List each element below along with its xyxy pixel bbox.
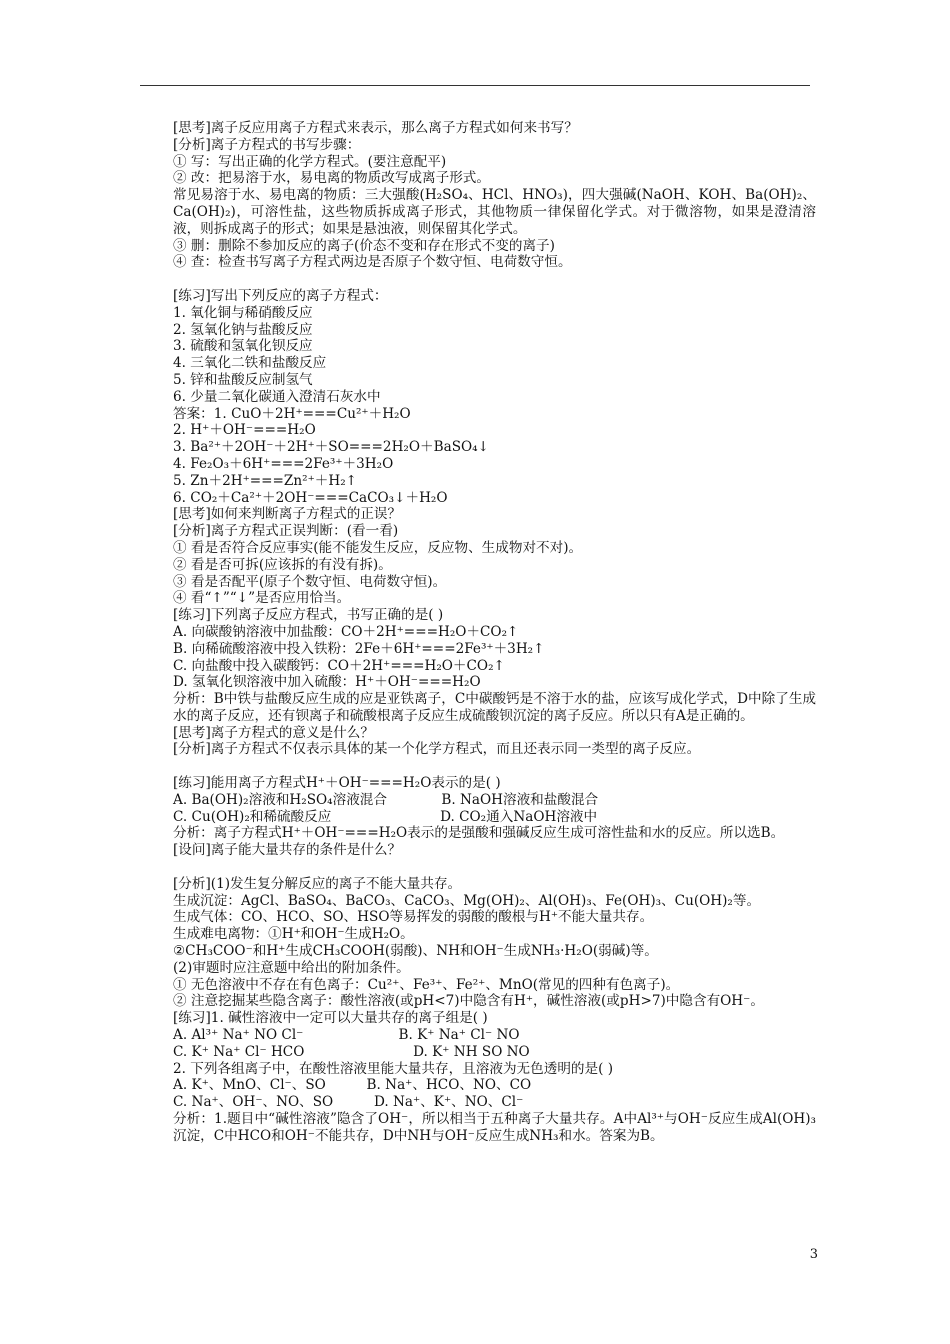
text-line: ② 改：把易溶于水，易电离的物质改写成离子形式。 bbox=[173, 170, 490, 187]
text-line: [设问]离子能大量共存的条件是什么？ bbox=[173, 842, 402, 859]
text-line: C. 向盐酸中投入碳酸钙：CO＋2H⁺===H₂O＋CO₂↑ bbox=[173, 657, 505, 674]
text-line: [练习]1. 碱性溶液中一定可以大量共存的离子组是( ) bbox=[173, 1010, 488, 1027]
text-line: C. K⁺ Na⁺ Cl⁻ HCO D. K⁺ NH SO NO bbox=[173, 1043, 530, 1060]
text-line: 2. 下列各组离子中，在酸性溶液里能大量共存，且溶液为无色透明的是( ) bbox=[173, 1060, 614, 1077]
text-line: 4. 三氧化二铁和盐酸反应 bbox=[173, 355, 327, 372]
text-line: ③ 删：删除不参加反应的离子(价态不变和存在形式不变的离子) bbox=[173, 237, 555, 254]
text-line: 分析：B中铁与盐酸反应生成的应是亚铁离子，C中碳酸钙是不溶于水的盐，应该写成化学式，D中除了生成水的离子反应，还有钡离子和硫酸根离子反应生成硫酸钡沉淀的离子反应。所以只有A是正确的。 bbox=[173, 691, 817, 724]
page-number: 3 bbox=[809, 1247, 818, 1262]
text-line: ③ 看是否配平(原子个数守恒、电荷数守恒)。 bbox=[173, 573, 447, 590]
text-line: [练习]写出下列反应的离子方程式： bbox=[173, 287, 388, 304]
text-line: C. Cu(OH)₂和稀硫酸反应 D. CO₂通入NaOH溶液中 bbox=[173, 808, 598, 825]
text-line: [练习]能用离子方程式H⁺＋OH⁻===H₂O表示的是( ) bbox=[173, 775, 501, 792]
text-line: 2. 氢氧化钠与盐酸反应 bbox=[173, 321, 313, 338]
text-line: 6. CO₂＋Ca²⁺＋2OH⁻===CaCO₃↓＋H₂O bbox=[173, 489, 448, 506]
text-line: [分析]离子方程式的书写步骤： bbox=[173, 136, 361, 153]
text-line: (2)审题时应注意题中给出的附加条件。 bbox=[173, 959, 410, 976]
text-line: 分析：离子方程式H⁺＋OH⁻===H₂O表示的是强酸和强碱反应生成可溶性盐和水的反应。所以选B。 bbox=[173, 825, 785, 842]
text-line: D. 氢氧化钡溶液中加入硫酸：H⁺＋OH⁻===H₂O bbox=[173, 674, 481, 691]
text-line: [思考]离子方程式的意义是什么？ bbox=[173, 724, 374, 741]
text-line: 答案：1. CuO＋2H⁺===Cu²⁺＋H₂O bbox=[173, 405, 411, 422]
text-line: 3. 硫酸和氢氧化钡反应 bbox=[173, 338, 313, 355]
text-line: 1. 氧化铜与稀硝酸反应 bbox=[173, 304, 313, 321]
text-line: A. Al³⁺ Na⁺ NO Cl⁻ B. K⁺ Na⁺ Cl⁻ NO bbox=[173, 1027, 520, 1044]
page-body bbox=[140, 120, 816, 1145]
text-line: ① 写：写出正确的化学方程式。(要注意配平) bbox=[173, 153, 447, 170]
text-line: [分析]离子方程式正误判断：(看一看) bbox=[173, 523, 399, 540]
text-line: C. Na⁺、OH⁻、NO、SO D. Na⁺、K⁺、NO、Cl⁻ bbox=[173, 1094, 524, 1111]
text-line: 6. 少量二氧化碳通入澄清石灰水中 bbox=[173, 388, 381, 405]
text-line: ② 看是否可拆(应该拆的有没有拆)。 bbox=[173, 556, 392, 573]
text-line: ④ 看“↑”“↓”是否应用恰当。 bbox=[173, 590, 351, 607]
text-line: B. 向稀硫酸溶液中投入铁粉：2Fe＋6H⁺===2Fe³⁺＋3H₂↑ bbox=[173, 640, 545, 657]
text-line: [练习]下列离子反应方程式，书写正确的是( ) bbox=[173, 607, 444, 624]
text-line: 2. H⁺＋OH⁻===H₂O bbox=[173, 422, 316, 439]
text-line: ④ 查：检查书写离子方程式两边是否原子个数守恒、电荷数守恒。 bbox=[173, 254, 572, 271]
text-line: [分析](1)发生复分解反应的离子不能大量共存。 bbox=[173, 875, 462, 892]
text-line: 5. Zn＋2H⁺===Zn²⁺＋H₂↑ bbox=[173, 472, 358, 489]
blank-line bbox=[140, 859, 816, 876]
text-line: A. 向碳酸钠溶液中加盐酸：CO＋2H⁺===H₂O＋CO₂↑ bbox=[173, 623, 519, 640]
text-line: ① 无色溶液中不存在有色离子：Cu²⁺、Fe³⁺、Fe²⁺、MnO(常见的四种有色离子)。 bbox=[173, 976, 680, 993]
text-line: 生成气体：CO、HCO、SO、HSO等易挥发的弱酸的酸根与H⁺不能大量共存。 bbox=[173, 909, 654, 926]
text-line: [思考]如何来判断离子方程式的正误？ bbox=[173, 506, 402, 523]
text-line: ②CH₃COO⁻和H⁺生成CH₃COOH(弱酸)、NH和OH⁻生成NH₃·H₂O(弱碱)等。 bbox=[173, 943, 658, 960]
text-line: ① 看是否符合反应事实(能不能发生反应，反应物、生成物对不对)。 bbox=[173, 539, 583, 556]
text-line: [分析]离子方程式不仅表示具体的某一个化学方程式，而且还表示同一类型的离子反应。 bbox=[173, 741, 701, 758]
text-line: 分析：1.题目中“碱性溶液”隐含了OH⁻，所以相当于五种离子大量共存。A中Al³⁺与OH⁻反应生成Al(OH)₃沉淀，C中HCO和OH⁻不能共存，D中NH与OH⁻反应生成NH₃和水。答案为B。 bbox=[173, 1111, 816, 1144]
text-line: A. K⁺、MnO、Cl⁻、SO B. Na⁺、HCO、NO、CO bbox=[173, 1077, 532, 1094]
blank-line bbox=[140, 758, 816, 775]
text-line: A. Ba(OH)₂溶液和H₂SO₄溶液混合 B. NaOH溶液和盐酸混合 bbox=[173, 791, 599, 808]
text-line: 4. Fe₂O₃＋6H⁺===2Fe³⁺＋3H₂O bbox=[173, 455, 394, 472]
text-line: ② 注意挖掘某些隐含离子：酸性溶液(或pH<7)中隐含有H⁺，碱性溶液(或pH>7)中隐含有OH⁻。 bbox=[173, 993, 764, 1010]
text-line: 5. 锌和盐酸反应制氢气 bbox=[173, 371, 313, 388]
text-line: 3. Ba²⁺＋2OH⁻＋2H⁺＋SO===2H₂O＋BaSO₄↓ bbox=[173, 439, 490, 456]
text-line: 生成难电离物：①H⁺和OH⁻生成H₂O。 bbox=[173, 926, 414, 943]
text-line: 生成沉淀：AgCl、BaSO₄、BaCO₃、CaCO₃、Mg(OH)₂、Al(OH)₃、Fe(OH)₃、Cu(OH)₂等。 bbox=[173, 892, 761, 909]
blank-line bbox=[140, 271, 816, 288]
header-rule bbox=[140, 85, 810, 86]
text-line: [思考]离子反应用离子方程式来表示，那么离子方程式如何来书写？ bbox=[173, 120, 578, 136]
text-line: 常见易溶于水、易电离的物质：三大强酸(H₂SO₄、HCl、HNO₃)，四大强碱(NaOH、KOH、Ba(OH)₂、Ca(OH)₂)，可溶性盐，这些物质拆成离子形式，其他物质一律保留化学式。对于微溶物，如果是澄清溶液，则拆成离子的形式；如果是悬浊液，则保留其化学式。 bbox=[173, 187, 816, 237]
